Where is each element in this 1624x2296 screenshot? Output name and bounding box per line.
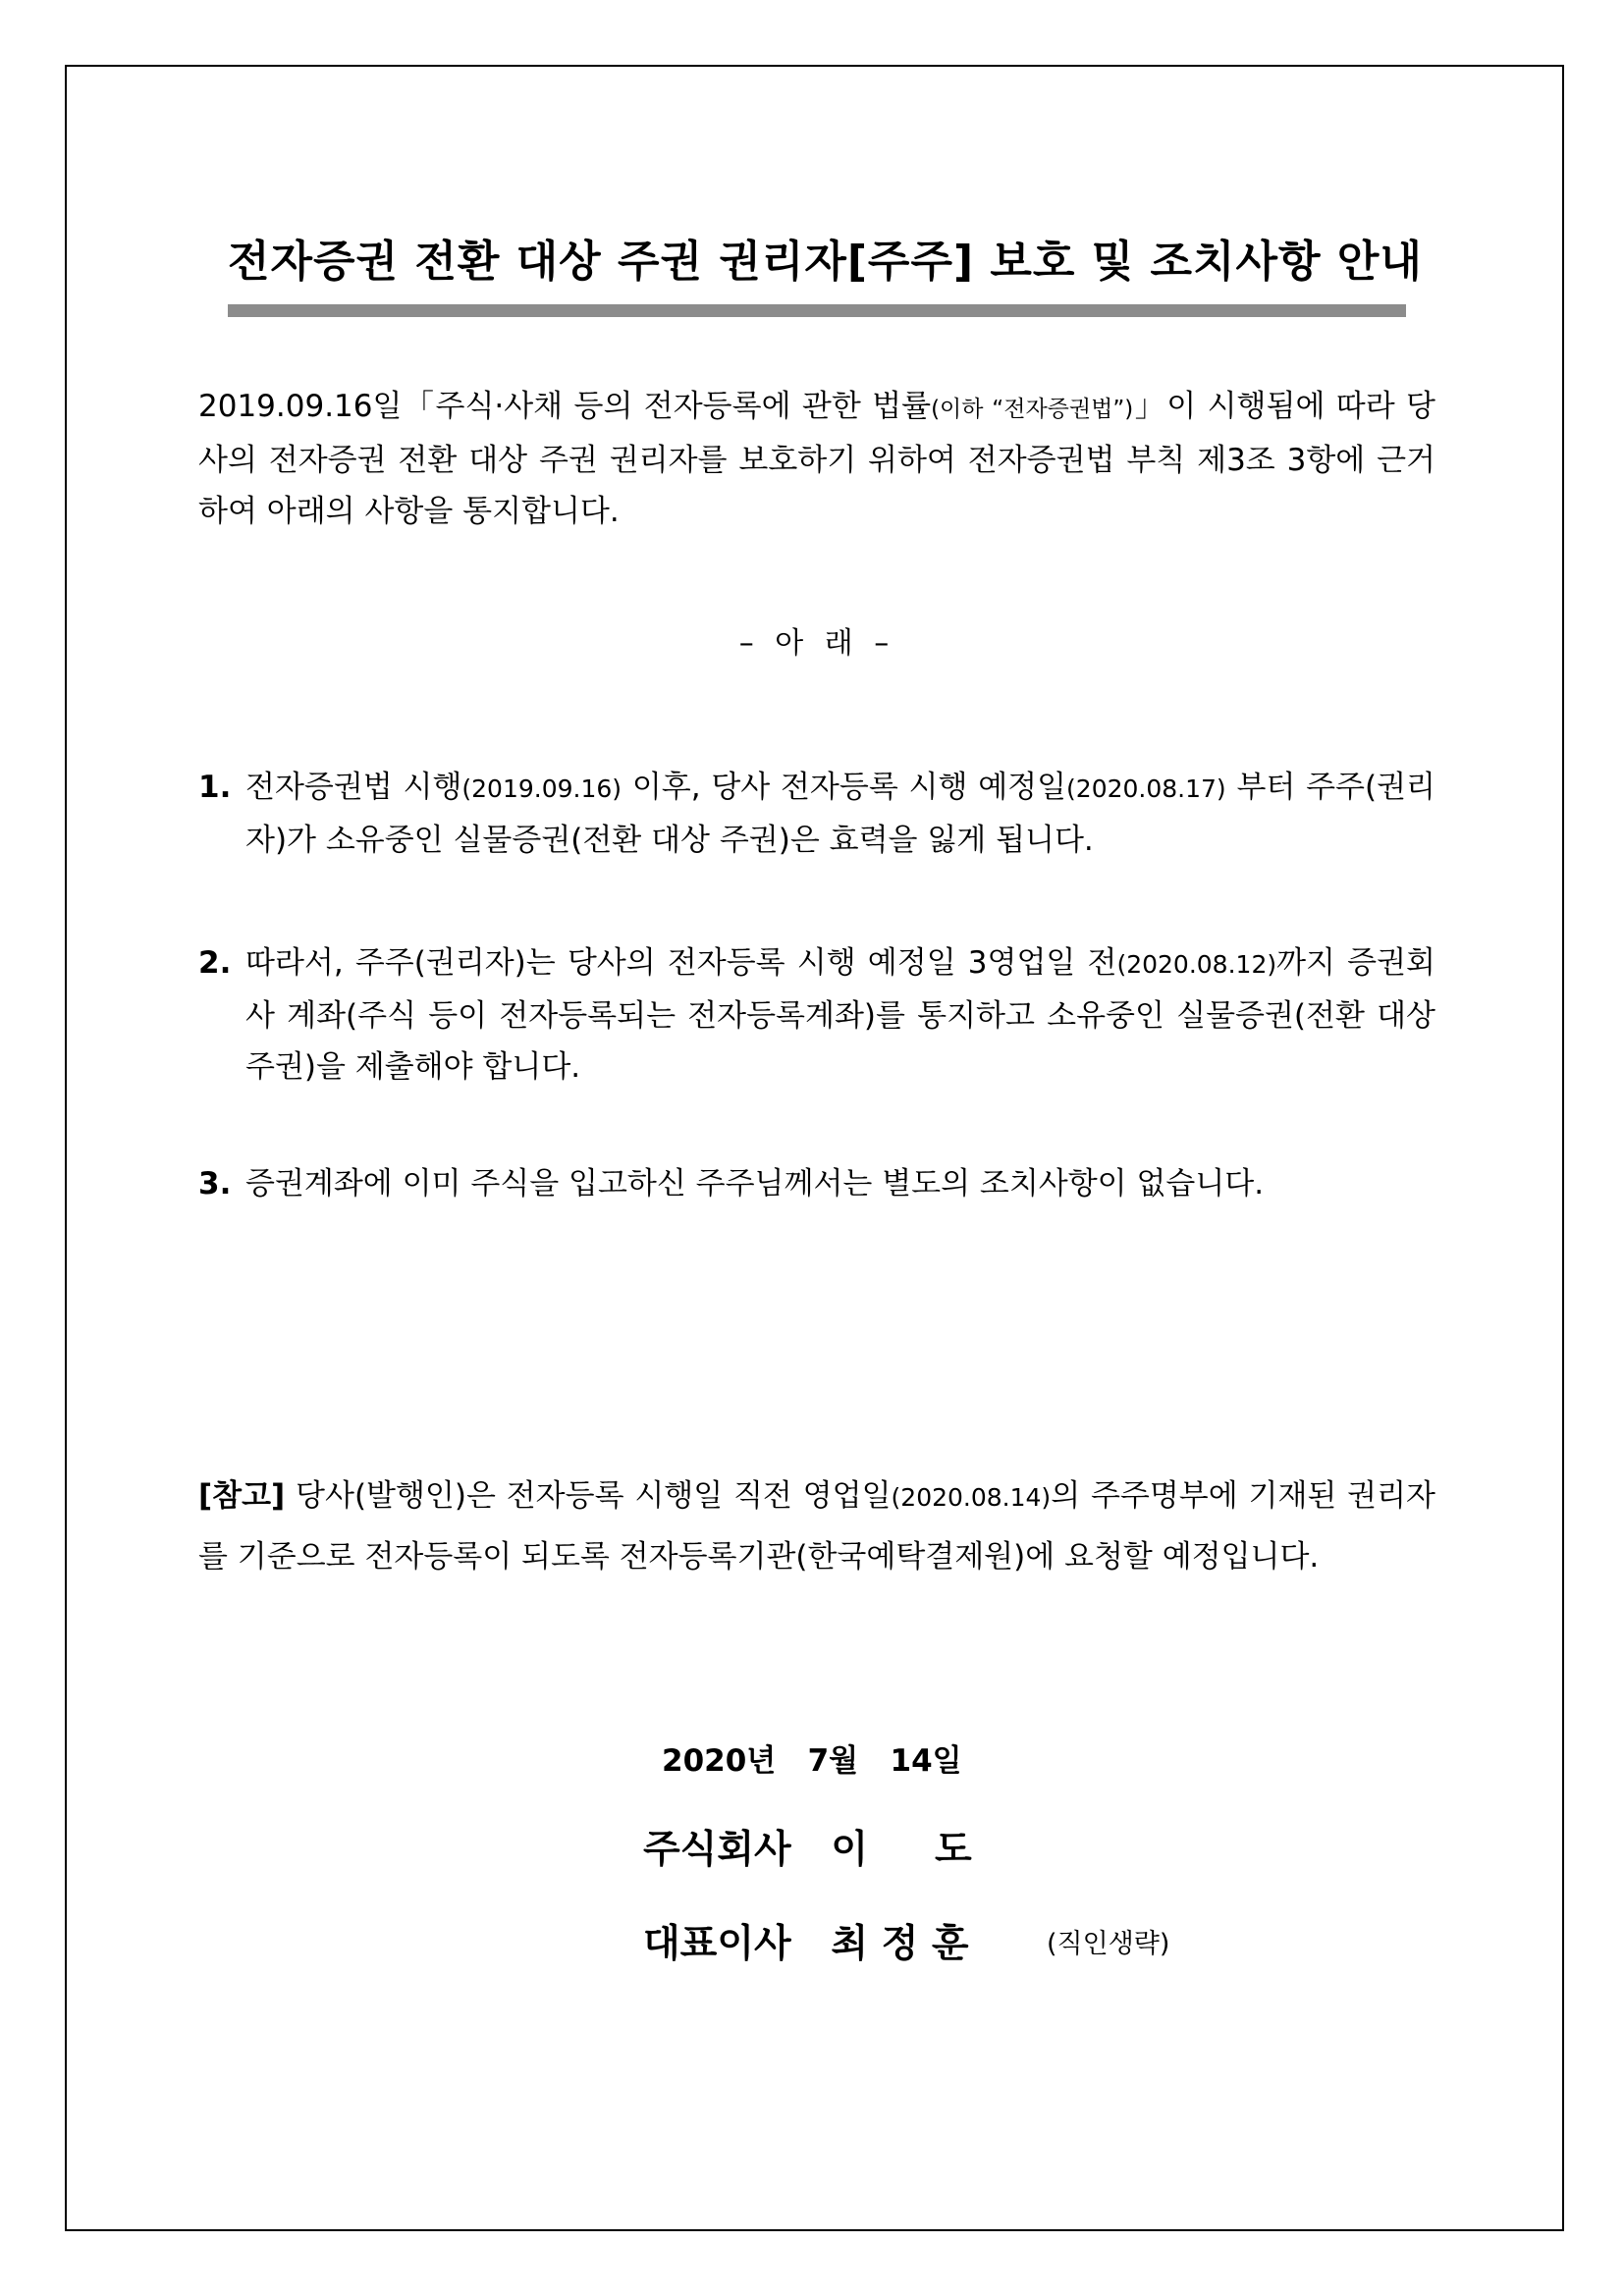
ceo-name: 대표이사 최 정 훈 [643, 1922, 969, 1966]
document-title: 전자증권 전환 대상 주권 권리자[주주] 보호 및 조치사항 안내 [228, 237, 1423, 287]
seal-omitted-note: (직인생략) [1047, 1929, 1170, 1959]
item-text-segment: (2019.09.16) [461, 774, 623, 803]
section-separator: – 아 래 – [738, 626, 895, 661]
item-number: 3. [198, 1166, 232, 1201]
intro-paragraph [198, 381, 1435, 537]
item-text-segment: 증권계좌에 이미 주식을 입고하신 주주님께서는 별도의 조치사항이 없습니다. [245, 1166, 1265, 1201]
note-label: [참고] [198, 1478, 286, 1514]
list-item [198, 762, 1435, 866]
item-text-segment: 부터 주주(권리자)가 소유중인 실물증권(전환 대상 주권)은 효력을 잃게 됩니다. [245, 770, 1435, 858]
item-text-segment: 이후, 당사 전자등록 시행 예정일 [622, 770, 1067, 805]
item-number: 1. [198, 770, 232, 805]
item-text-segment: (2020.08.17) [1066, 774, 1226, 803]
list-item [198, 937, 1435, 1093]
list-item [198, 1158, 1435, 1209]
item-text [245, 1158, 1435, 1209]
title-underline [228, 304, 1406, 317]
item-number: 2. [198, 945, 232, 981]
note-text-3: 의 주주명부에 기재된 권리자를 기준으로 전자등록이 되도록 전자등록기관(한국예탁결제원)에 요청할 예정입니다. [198, 1478, 1435, 1575]
intro-text-1: 2019.09.16일「주식·사채 등의 전자등록에 관한 법률 [198, 389, 932, 424]
item-text [245, 937, 1435, 1093]
note-text-2: (2020.08.14) [891, 1483, 1052, 1512]
intro-text-2: (이하 “전자증권법”) [931, 397, 1134, 422]
item-text-segment: 까지 증권회사 계좌(주식 등이 전자등록되는 전자등록계좌)를 통지하고 소유중인 실물증권(전환 대상 주권)을 제출해야 합니다. [245, 945, 1435, 1085]
note-text-1: 당사(발행인)은 전자등록 시행일 직전 영업일 [285, 1478, 892, 1514]
item-text-segment: 전자증권법 시행 [245, 770, 462, 805]
intro-text-3: 」이 시행됨에 따라 당사의 전자증권 전환 대상 주권 권리자를 보호하기 위하여 전자증권법 부칙 제3조 3항에 근거하여 아래의 사항을 통지합니다. [198, 389, 1435, 529]
item-text-segment: 따라서, 주주(권리자)는 당사의 전자등록 시행 예정일 3영업일 전 [245, 945, 1117, 981]
item-text [245, 762, 1435, 866]
item-text-segment: (2020.08.12) [1116, 950, 1277, 979]
company-name: 주식회사 이 도 [643, 1828, 972, 1872]
reference-note [198, 1467, 1435, 1586]
issue-date: 2020년 7월 14일 [662, 1743, 962, 1779]
